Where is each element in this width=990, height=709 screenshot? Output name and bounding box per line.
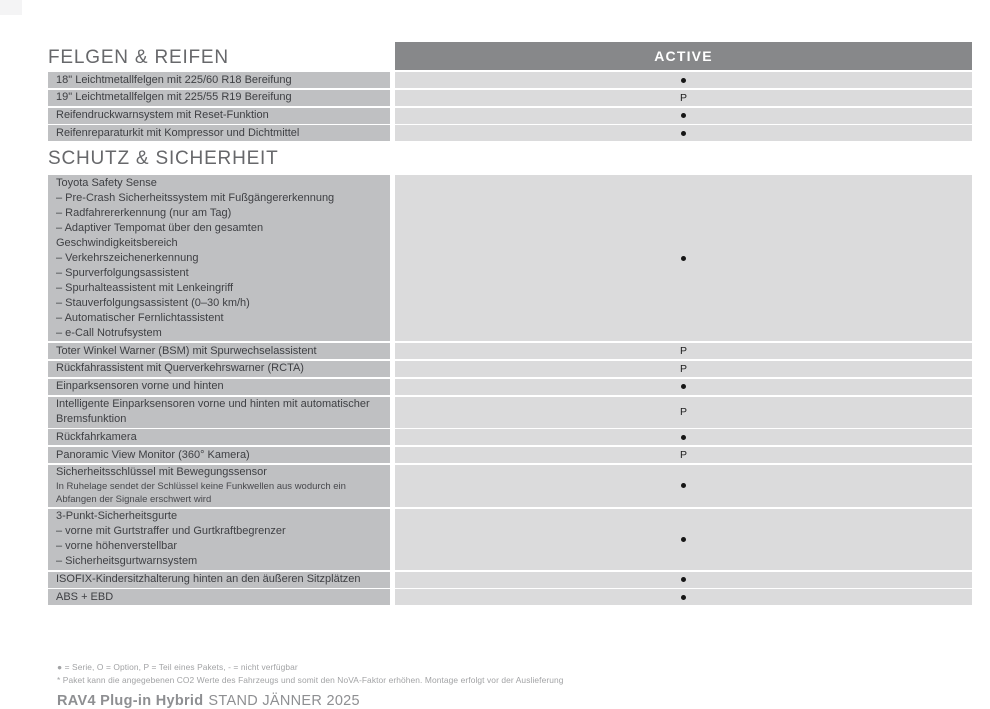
availability-cell [395, 429, 972, 445]
standard-dot-marker [681, 577, 686, 582]
package-marker: P [679, 449, 687, 462]
feature-line: – Spurverfolgungsassistent [56, 266, 189, 279]
section-title-felgen-reifen: FELGEN & REIFEN [48, 47, 229, 68]
feature-line: Rückfahrkamera [56, 430, 137, 443]
feature-label [48, 125, 390, 141]
standard-dot-marker [681, 483, 686, 488]
feature-line: – Adaptiver Tempomat über den gesamten [56, 221, 264, 234]
table-row [48, 90, 972, 106]
feature-line: – vorne mit Gurtstraffer und Gurtkraftbegrenzer [56, 525, 286, 538]
page-corner-artifact [0, 0, 22, 15]
model-stand-line [57, 693, 972, 709]
package-marker: P [679, 406, 687, 419]
availability-cell [395, 397, 972, 428]
feature-line: – Stauverfolgungsassistent (0–30 km/h) [56, 296, 250, 309]
feature-fineprint-line: Abfangen der Signale erschwert wird [56, 494, 212, 506]
feature-label [48, 429, 390, 445]
feature-label [48, 175, 390, 341]
feature-label [48, 589, 390, 605]
feature-line: 18" Leichtmetallfelgen mit 225/60 R18 Bereifung [56, 73, 292, 86]
feature-label [48, 447, 390, 463]
table-row [48, 429, 972, 445]
page-footer [48, 661, 972, 709]
feature-line: – Spurhalteassistent mit Lenkeingriff [56, 281, 234, 294]
feature-line: Reifendruckwarnsystem mit Reset-Funktion [56, 109, 269, 122]
feature-line: – Verkehrszeichenerkennung [56, 251, 199, 264]
table-row [48, 465, 972, 507]
column-header-active: ACTIVE [395, 42, 972, 70]
feature-label [48, 361, 390, 377]
table-row [48, 572, 972, 588]
table-row [48, 108, 972, 124]
feature-label [48, 465, 390, 507]
feature-label [48, 90, 390, 106]
feature-label [48, 343, 390, 359]
package-marker: P [679, 345, 687, 358]
feature-line: Toyota Safety Sense [56, 176, 157, 189]
feature-label [48, 509, 390, 570]
table-row [48, 72, 972, 88]
availability-cell [395, 572, 972, 588]
legend-text: ● = Serie, O = Option, P = Teil eines Pakets, - = nicht verfügbar [57, 662, 298, 673]
equipment-table [48, 42, 972, 709]
availability-cell [395, 589, 972, 605]
feature-line: – Pre-Crash Sicherheitssystem mit Fußgängererkennung [56, 191, 335, 204]
feature-line: – Automatischer Fernlichtassistent [56, 311, 224, 324]
table-row [48, 125, 972, 141]
standard-dot-marker [681, 537, 686, 542]
feature-line: Intelligente Einparksensoren vorne und hinten mit automatischer [56, 398, 370, 411]
availability-cell [395, 361, 972, 377]
availability-cell [395, 72, 972, 88]
standard-dot-marker [681, 78, 686, 83]
table-row [48, 447, 972, 463]
package-marker: P [679, 91, 687, 104]
table-row [48, 397, 972, 428]
feature-fineprint-line: In Ruhelage sendet der Schlüssel keine Funkwellen aus wodurch ein [56, 481, 346, 493]
feature-line: Einparksensoren vorne und hinten [56, 380, 224, 393]
feature-line: 3-Punkt-Sicherheitsgurte [56, 510, 178, 523]
feature-line: Geschwindigkeitsbereich [56, 236, 178, 249]
feature-line: ISOFIX-Kindersitzhalterung hinten an den äußeren Sitzplätzen [56, 573, 361, 586]
feature-line: 19" Leichtmetallfelgen mit 225/55 R19 Bereifung [56, 91, 292, 104]
section-title-schutz-sicherheit: SCHUTZ & SICHERHEIT [48, 148, 279, 170]
table-row [48, 589, 972, 605]
availability-cell [395, 343, 972, 359]
availability-cell [395, 465, 972, 507]
standard-dot-marker [681, 256, 686, 261]
feature-line: Sicherheitsschlüssel mit Bewegungssensor [56, 466, 267, 479]
feature-line: ABS + EBD [56, 590, 114, 603]
model-name-text: RAV4 Plug-in Hybrid [57, 693, 204, 709]
availability-cell [395, 175, 972, 341]
availability-cell [395, 90, 972, 106]
feature-line: Rückfahrassistent mit Querverkehrswarner (RCTA) [56, 362, 304, 375]
feature-label [48, 379, 390, 395]
standard-dot-marker [681, 131, 686, 136]
feature-line: – Sicherheitsgurtwarnsystem [56, 555, 198, 568]
feature-line: Toter Winkel Warner (BSM) mit Spurwechselassistent [56, 344, 317, 357]
availability-cell [395, 447, 972, 463]
section-rows-felgen-reifen [48, 72, 972, 141]
feature-label [48, 572, 390, 588]
table-row [48, 343, 972, 359]
standard-dot-marker [681, 595, 686, 600]
standard-dot-marker [681, 384, 686, 389]
feature-line: Panoramic View Monitor (360° Kamera) [56, 448, 250, 461]
feature-line: – e-Call Notrufsystem [56, 326, 162, 339]
table-header-band [48, 42, 972, 70]
feature-line: – Radfahrererkennung (nur am Tag) [56, 206, 232, 219]
section-title-cell [48, 148, 972, 170]
table-row [48, 175, 972, 341]
stand-date-text: STAND JÄNNER 2025 [208, 693, 360, 709]
standard-dot-marker [681, 435, 686, 440]
section-title-cell [48, 42, 390, 70]
feature-label [48, 397, 390, 428]
package-marker: P [679, 362, 687, 375]
section-rows-schutz-sicherheit [48, 175, 972, 605]
table-row [48, 379, 972, 395]
feature-line: – vorne höhenverstellbar [56, 540, 178, 553]
availability-cell [395, 509, 972, 570]
footnote-text: * Paket kann die angegebenen CO2 Werte des Fahrzeugs und somit den NoVA-Faktor erhöhen. Montage erfolgt vor der Auslieferung [57, 675, 564, 686]
availability-cell [395, 125, 972, 141]
feature-line: Bremsfunktion [56, 413, 127, 426]
standard-dot-marker [681, 113, 686, 118]
feature-line: Reifenreparaturkit mit Kompressor und Dichtmittel [56, 126, 300, 139]
table-row [48, 361, 972, 377]
feature-label [48, 72, 390, 88]
availability-cell [395, 379, 972, 395]
feature-label [48, 108, 390, 124]
table-row [48, 509, 972, 570]
availability-cell [395, 108, 972, 124]
